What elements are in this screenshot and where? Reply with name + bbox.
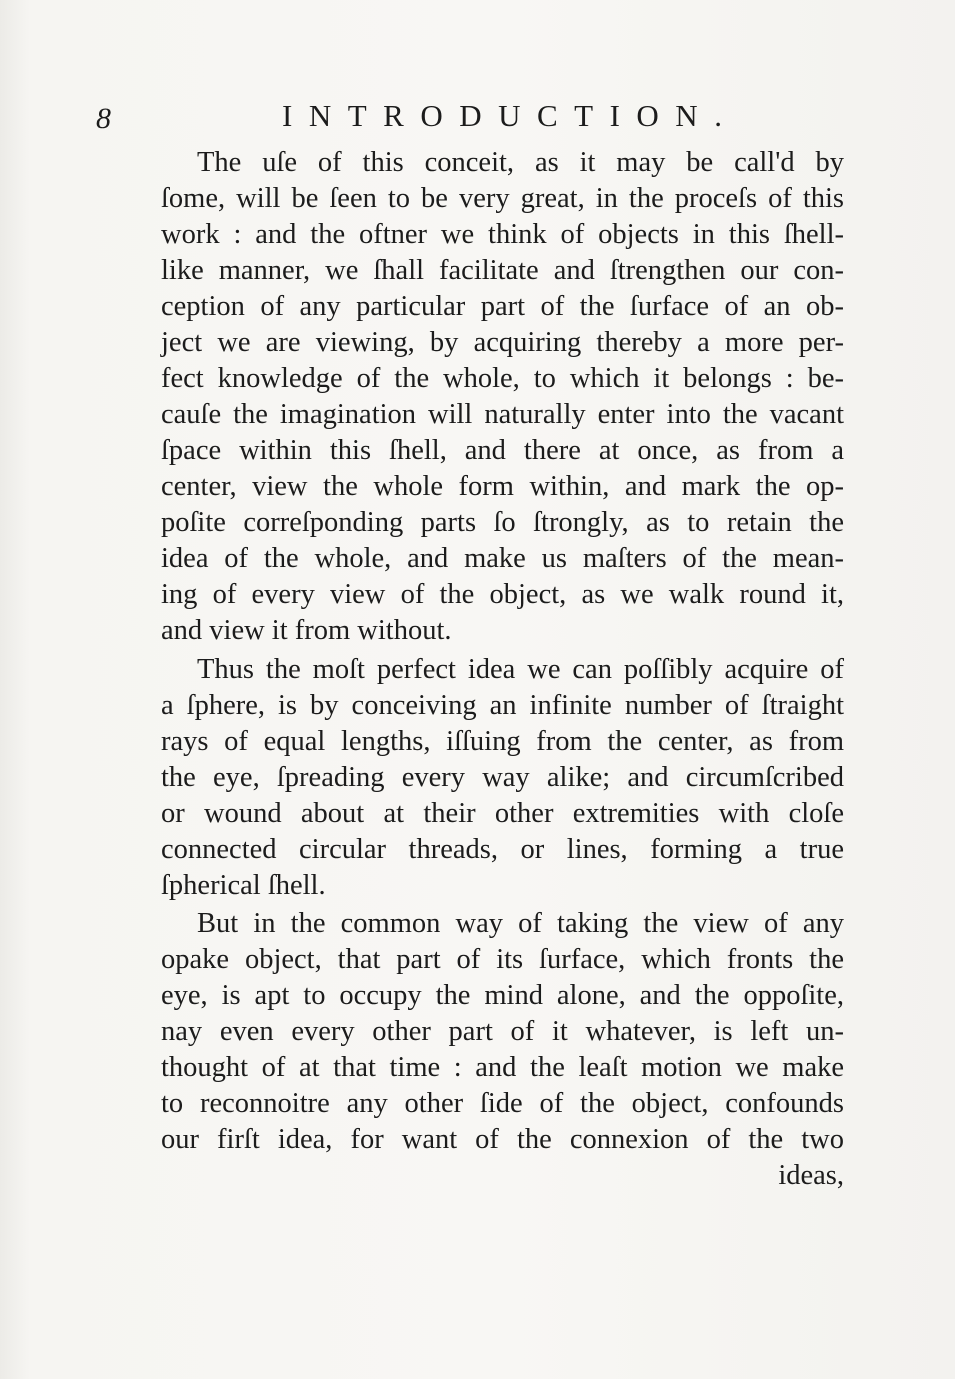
text-line: Thus the moſt perfect idea we can poſſibly acquire of — [197, 654, 844, 685]
text-line: cauſe the imagination will naturally enter into the vacant — [161, 399, 844, 430]
text-line: fect knowledge of the whole, to which it belongs : be- — [161, 363, 844, 394]
body-text — [161, 145, 844, 1194]
text-line: ject we are viewing, by acquiring thereby a more per- — [161, 327, 844, 358]
text-line: and view it from without. — [161, 615, 452, 646]
paragraph-1 — [161, 145, 844, 649]
running-title: INTRODUCTION. — [282, 98, 739, 133]
text-line: The uſe of this conceit, as it may be call'd by — [197, 147, 844, 178]
text-line: center, view the whole form within, and mark the op- — [161, 471, 844, 502]
text-line: ing of every view of the object, as we walk round it, — [161, 579, 844, 610]
paragraph-3 — [161, 906, 844, 1158]
text-line: poſite correſponding parts ſo ſtrongly, as to retain the — [161, 507, 844, 538]
text-line: connected circular threads, or lines, forming a true — [161, 834, 844, 865]
text-line: like manner, we ſhall facilitate and ſtrengthen our con- — [161, 255, 844, 286]
text-line: thought of at that time : and the leaſt motion we make — [161, 1052, 844, 1083]
text-line: or wound about at their other extremities with cloſe — [161, 798, 844, 829]
text-line: idea of the whole, and make us maſters of the mean- — [161, 543, 844, 574]
text-line: a ſphere, is by conceiving an infinite number of ſtraight — [161, 690, 844, 721]
text-line: rays of equal lengths, iſſuing from the center, as from — [161, 726, 844, 757]
text-line: But in the common way of taking the view of any — [197, 908, 844, 939]
text-line: our firſt idea, for want of the connexion of the two — [161, 1124, 844, 1155]
text-line: the eye, ſpreading every way alike; and circumſcribed — [161, 762, 844, 793]
text-line: to reconnoitre any other ſide of the object, confounds — [161, 1088, 844, 1119]
text-line: ception of any particular part of the ſurface of an ob- — [161, 291, 844, 322]
text-line: ſpace within this ſhell, and there at once, as from a — [161, 435, 844, 466]
text-line: opake object, that part of its ſurface, which fronts the — [161, 944, 844, 975]
text-line: eye, is apt to occupy the mind alone, and the oppoſite, — [161, 980, 844, 1011]
page-number: 8 — [96, 102, 111, 135]
text-line: work : and the oftner we think of objects in this ſhell- — [161, 219, 844, 250]
text-line: ſome, will be ſeen to be very great, in the proceſs of this — [161, 183, 844, 214]
text-line: nay even every other part of it whatever, is left un- — [161, 1016, 844, 1047]
catchword: ideas, — [778, 1160, 844, 1191]
paragraph-2 — [161, 652, 844, 904]
running-head — [96, 98, 836, 138]
text-line: ſpherical ſhell. — [161, 870, 326, 901]
